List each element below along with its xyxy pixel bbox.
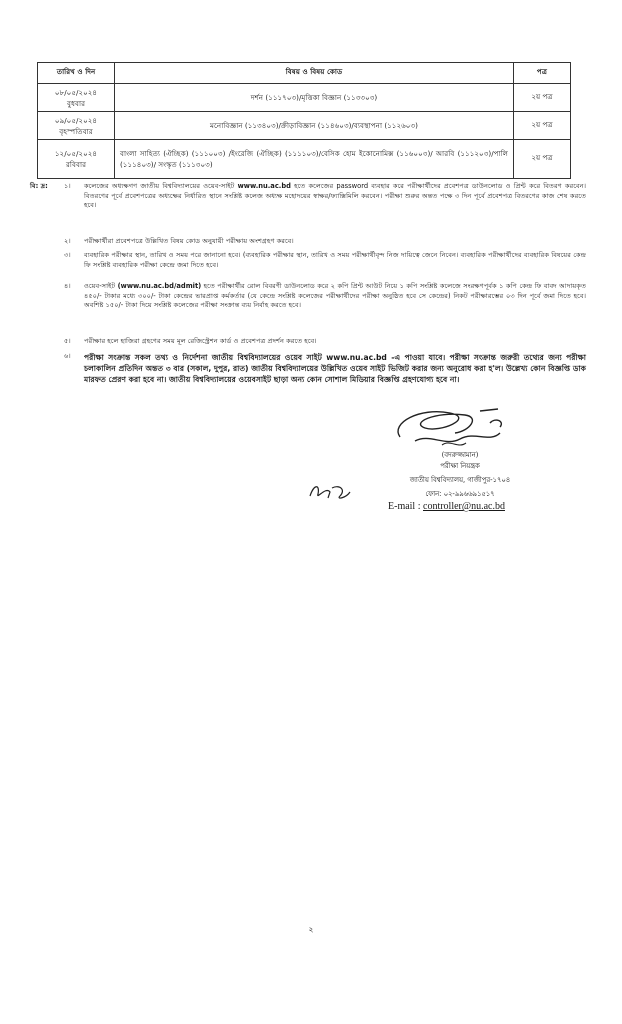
date-text: ০৯/০৫/২০২৪ bbox=[54, 115, 98, 125]
paper-column-header bbox=[514, 63, 571, 84]
table-header-row bbox=[38, 63, 571, 84]
day-text: বুধবার bbox=[66, 98, 86, 108]
signatory-name: (বদরুজ্জামান) bbox=[441, 451, 479, 459]
note-text-pre: ওয়েব-সাইট bbox=[84, 282, 116, 290]
email-label: E-mail : bbox=[388, 501, 421, 512]
note-item bbox=[64, 352, 586, 386]
phone-number: ফোন: ০২-৯৯৬৬৯১৫১৭ bbox=[425, 490, 495, 498]
note-number: ২। bbox=[64, 237, 71, 245]
organization: জাতীয় বিশ্ববিদ্যালয়, গাজীপুর-১৭০৪ bbox=[409, 476, 511, 484]
note-item bbox=[64, 237, 586, 247]
subject-cell: মনোবিজ্ঞান (১১৩৪০৩)/ক্রীড়াবিজ্ঞান (১১৪৬০৩)/ব্যবস্থাপনা (১১২৬০৩) bbox=[115, 112, 514, 140]
note-item bbox=[64, 282, 586, 311]
note-number: ৬। bbox=[64, 352, 71, 360]
note-text-pre: পরীক্ষা সংক্রান্ত সকল তথ্য ও নির্দেশনা জাতীয় বিশ্ববিদ্যালয়ের ওয়েব সাইট bbox=[84, 353, 322, 362]
date-cell bbox=[38, 140, 115, 179]
table-row bbox=[38, 84, 571, 112]
note-text bbox=[84, 282, 586, 311]
note-text-post: -এ পাওয়া যাবে। পরীক্ষা সংক্রান্ত জরুরী তথ্যের জন্য পরীক্ষা চলাকালিন প্রতিদিন অন্তত ৩ বার (সকাল, দুপুর, রাত) জাতীয় বিশ্ববিদ্যালয়ের উল্লিখিত ওয়েব সাইট ভিজিট করার জন্য অনুরোধ করা হ'ল। উল্লেখ্য কোন বিজ্ঞপ্তি ডাক মারফত প্রেরণ করা হবে না। জাতীয় বিশ্ববিদ্যালয়ের ওয়েবসাইট ছাড়া অন্য কোন সোশাল মিডিয়ার বিজ্ঞপ্তি গ্রহণযোগ্য হবে না। bbox=[84, 353, 586, 385]
subject-column-header bbox=[115, 63, 514, 84]
note-text: পরীক্ষার হলে হাজিরা গ্রহণের সময় মূল রেজিস্ট্রেশন কার্ড ও প্রবেশপত্র প্রদর্শন করতে হবে। bbox=[84, 337, 317, 345]
note-number: ৪। bbox=[64, 282, 71, 290]
note-text: ব্যবহারিক পরীক্ষার স্থান, তারিখ ও সময় পরে জানানো হবে। (ব্যবহারিক পরীক্ষার স্থান, তারিখ ও সময় পরীক্ষার্থীবৃন্দ নিজ দায়িত্বে জেনে নিবেন। ব্যবহারিক পরীক্ষার্থীদের ব্যবহারিক বিষয়ের কেন্দ্র ফি সংশ্লিষ্ট ব্যবহারিক পরীক্ষা কেন্দ্রে জমা দিতে হবে। bbox=[84, 251, 586, 269]
note-text bbox=[84, 352, 586, 386]
day-text: রবিবার bbox=[65, 160, 87, 169]
paper-cell: ২য় পত্র bbox=[514, 84, 571, 112]
header-subject: বিষয় ও বিষয় কোড bbox=[285, 67, 343, 76]
header-date: তারিখ ও দিন bbox=[56, 67, 96, 76]
admit-link[interactable]: (www.nu.ac.bd/admit) bbox=[117, 282, 202, 290]
subject-cell: দর্শন (১১১৭০৩)/মৃত্তিকা বিজ্ঞান (১১৩৩০৩) bbox=[115, 84, 514, 112]
website-link[interactable]: www.nu.ac.bd bbox=[237, 182, 291, 190]
note-item bbox=[64, 337, 586, 347]
date-column-header bbox=[38, 63, 115, 84]
notes-label: বি: দ্র: bbox=[30, 182, 48, 190]
signature-image bbox=[380, 403, 520, 455]
note-text bbox=[84, 182, 586, 211]
date-text: ০৮/০৫/২০২৪ bbox=[54, 87, 98, 97]
table-row bbox=[38, 112, 571, 140]
initial-signature bbox=[306, 480, 352, 502]
website-link[interactable]: www.nu.ac.bd bbox=[326, 353, 387, 362]
note-item bbox=[64, 182, 586, 211]
note-text-post: হতে পরীক্ষার্থীর রোল বিবরণী ডাউনলোড করে ২ কপি প্রিন্ট আউট নিয়ে ১ কপি সংশ্লিষ্ট কলেজে সংরক্ষণপূর্বক ১ কপি কেন্দ্র ফি বাবদ আদায়কৃত ৪৫০/- টাকার মধ্যে ৩০০/- টাকা কেন্দ্রের ভারপ্রাপ্ত কর্মকর্তার (যে কেন্দ্রে সংশ্লিষ্ট কলেজের পরীক্ষার্থীদের পরীক্ষা অনুষ্ঠিত হবে সে কেন্দ্রের) নিকট পরীক্ষারম্ভের ০৩ দিন পূর্বে জমা দিতে হবে। অবশিষ্ট ১৫০/- টাকা দিয়ে সংশ্লিষ্ট কলেজের পরীক্ষা সংক্রান্ত ব্যয় নির্বাহ করতে হবে। bbox=[84, 282, 586, 310]
note-number: ১। bbox=[64, 182, 71, 190]
note-text-post: হতে কলেজের password ব্যবহার করে পরীক্ষার্থীদের প্রবেশপত্র ডাউনলোড ও প্রিন্ট করে বিতরণ করবেন। বিতরণের পূর্বে প্রবেশপত্রের অধ্যক্ষের নির্ধারিত স্থানে সংশ্লিষ্ট কলেজ অধ্যক্ষ মহোদয়ের স্বাক্ষর/ফ্যাক্সিমিলি করবেন। পরীক্ষা শুরুর অন্তত পক্ষে ৩ দিন পূর্বে প্রবেশপত্র বিতরণের কাজ শেষ করতে হবে। bbox=[84, 182, 586, 210]
date-text: ১২/০৫/২০২৪ bbox=[54, 149, 98, 158]
note-number: ৩। bbox=[64, 251, 71, 259]
page-number: ২ bbox=[308, 925, 314, 934]
note-number: ৫। bbox=[64, 337, 71, 345]
paper-cell: ২য় পত্র bbox=[514, 140, 571, 179]
table-row bbox=[38, 140, 571, 179]
exam-schedule-table bbox=[37, 62, 571, 179]
header-paper: পত্র bbox=[536, 67, 548, 76]
date-cell bbox=[38, 84, 115, 112]
email-link[interactable]: controller@nu.ac.bd bbox=[423, 501, 505, 512]
note-item bbox=[64, 251, 586, 270]
signatory-title: পরীক্ষা নিয়ন্ত্রক bbox=[440, 462, 480, 470]
paper-cell: ২য় পত্র bbox=[514, 112, 571, 140]
email-line bbox=[388, 501, 505, 512]
note-text-pre: কলেজের অধ্যক্ষগণ জাতীয় বিশ্ববিদ্যালয়ের ওয়েব-সাইট bbox=[84, 182, 235, 190]
date-cell bbox=[38, 112, 115, 140]
note-text: পরীক্ষার্থীরা প্রবেশপত্রে উল্লিখিত বিষয় কোড অনুযায়ী পরীক্ষায় অংশগ্রহণ করবে। bbox=[84, 237, 294, 245]
subject-cell: বাংলা সাহিত্য (ঐচ্ছিক) (১১১০০৩) /ইংরেজি (ঐচ্ছিক) (১১১১০৩)/বেসিক হোম ইকোনোমিক্স (১১৬০০৩)/ আরবি (১১১২০৩)/পালি (১১১৪০৩)/ সংস্কৃত (১১১৩০৩) bbox=[115, 140, 514, 179]
day-text: বৃহস্পতিবার bbox=[59, 126, 93, 136]
